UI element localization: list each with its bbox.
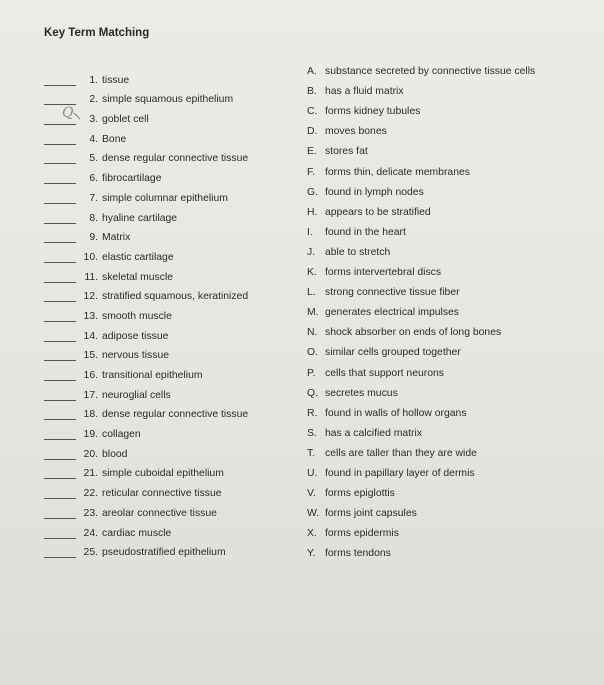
definition-letter: O. — [307, 347, 318, 359]
definition-letter: C. — [307, 106, 318, 118]
term-row — [44, 302, 284, 322]
definition-letter: Y. — [307, 548, 316, 560]
term-text: elastic cartilage — [102, 251, 174, 263]
terms-list — [44, 66, 284, 558]
term-number: 11. — [84, 271, 98, 283]
definition-row — [307, 539, 597, 559]
definition-letter: E. — [307, 146, 317, 158]
definition-letter: X. — [307, 528, 317, 540]
term-row — [44, 342, 284, 362]
definition-text: forms epiglottis — [325, 488, 395, 500]
definition-text: forms epidermis — [325, 528, 399, 540]
term-row — [44, 283, 284, 303]
term-number: 4. — [89, 133, 98, 145]
answer-blank[interactable] — [44, 527, 76, 539]
term-text: simple cuboidal epithelium — [102, 468, 224, 480]
term-row — [44, 440, 284, 460]
term-row — [44, 263, 284, 283]
definition-text: forms joint capsules — [325, 508, 417, 520]
term-number: 22. — [83, 488, 98, 500]
term-row — [44, 243, 284, 263]
definition-text: strong connective tissue fiber — [325, 287, 460, 299]
term-text: fibrocartilage — [102, 173, 162, 185]
answer-blank[interactable] — [44, 546, 76, 558]
term-text: simple columnar epithelium — [102, 192, 228, 204]
definition-row — [307, 157, 597, 177]
definition-text: moves bones — [325, 126, 387, 138]
definition-letter: D. — [307, 126, 318, 138]
term-text: reticular connective tissue — [102, 488, 222, 500]
definition-letter: Q. — [307, 387, 318, 399]
answer-blank[interactable] — [44, 369, 76, 381]
term-text: goblet cell — [102, 114, 149, 126]
term-row — [44, 401, 284, 421]
definition-text: found in papillary layer of dermis — [325, 467, 475, 479]
answer-blank[interactable] — [44, 271, 76, 283]
term-number: 19. — [83, 429, 98, 441]
answer-blank[interactable] — [44, 349, 76, 361]
term-number: 6. — [89, 173, 98, 185]
answer-blank[interactable] — [44, 74, 76, 86]
definition-text: forms thin, delicate membranes — [325, 166, 470, 178]
definition-row — [307, 298, 597, 318]
answer-blank[interactable] — [44, 133, 76, 145]
definition-text: forms tendons — [325, 548, 391, 560]
answer-blank[interactable] — [44, 448, 76, 460]
definition-letter: L. — [307, 287, 316, 299]
answer-blank[interactable] — [44, 231, 76, 243]
definition-row — [307, 358, 597, 378]
definition-text: similar cells grouped together — [325, 347, 461, 359]
answer-blank[interactable] — [44, 113, 76, 125]
term-number: 1. — [89, 74, 98, 86]
term-row — [44, 164, 284, 184]
term-number: 15. — [83, 350, 98, 362]
definition-text: found in lymph nodes — [325, 186, 424, 198]
definition-row — [307, 338, 597, 358]
definition-letter: G. — [307, 186, 318, 198]
term-number: 21. — [83, 468, 98, 480]
definition-letter: S. — [307, 427, 317, 439]
definition-text: able to stretch — [325, 246, 391, 258]
definition-letter: M. — [307, 307, 319, 319]
definition-letter: V. — [307, 488, 316, 500]
term-row — [44, 204, 284, 224]
term-row — [44, 499, 284, 519]
definition-text: substance secreted by connective tissue cells — [325, 66, 536, 78]
definition-row — [307, 258, 597, 278]
handwritten-answer-text: Q — [62, 105, 74, 121]
term-number: 12. — [83, 291, 98, 303]
term-row — [44, 105, 284, 125]
answer-blank[interactable] — [44, 212, 76, 224]
term-text: cardiac muscle — [102, 527, 172, 539]
term-row — [44, 145, 284, 165]
definition-row — [307, 278, 597, 298]
term-number: 9. — [89, 232, 98, 244]
definition-row — [307, 379, 597, 399]
definition-letter: R. — [307, 407, 318, 419]
definitions-list — [307, 57, 597, 559]
definition-letter: N. — [307, 327, 318, 339]
definition-letter: H. — [307, 206, 318, 218]
term-number: 17. — [83, 389, 98, 401]
definition-text: cells that support neurons — [325, 367, 444, 379]
definition-row — [307, 97, 597, 117]
definition-text: stores fat — [325, 146, 368, 158]
answer-blank[interactable] — [44, 172, 76, 184]
definition-text: found in the heart — [325, 226, 406, 238]
term-number: 3. — [89, 114, 98, 126]
term-row — [44, 361, 284, 381]
definition-text: forms intervertebral discs — [325, 267, 442, 279]
term-number: 8. — [89, 212, 98, 224]
definition-letter: J. — [307, 246, 316, 258]
answer-blank[interactable] — [44, 408, 76, 420]
term-text: pseudostratified epithelium — [102, 547, 226, 559]
answer-blank[interactable] — [44, 389, 76, 401]
definition-text: cells are taller than they are wide — [325, 447, 477, 459]
term-text: areolar connective tissue — [102, 507, 217, 519]
definition-row — [307, 459, 597, 479]
definition-row — [307, 178, 597, 198]
term-row — [44, 519, 284, 539]
term-text: Bone — [102, 133, 127, 145]
answer-blank[interactable] — [44, 330, 76, 342]
term-row — [44, 420, 284, 440]
definition-letter: F. — [307, 166, 316, 178]
term-text: blood — [102, 448, 128, 460]
term-text: simple squamous epithelium — [102, 94, 234, 106]
definition-text: shock absorber on ends of long bones — [325, 327, 502, 339]
term-text: transitional epithelium — [102, 370, 203, 381]
answer-blank[interactable] — [44, 487, 76, 499]
term-row — [44, 322, 284, 342]
answer-blank[interactable] — [44, 93, 76, 105]
answer-blank[interactable] — [44, 467, 76, 479]
term-text: skeletal muscle — [102, 271, 174, 283]
term-text: Matrix — [102, 232, 131, 244]
definition-row — [307, 439, 597, 459]
definition-letter: W. — [307, 508, 320, 520]
definition-text: has a calcified matrix — [325, 427, 423, 439]
definition-row — [307, 419, 597, 439]
term-row — [44, 539, 284, 559]
term-text: neuroglial cells — [102, 389, 171, 401]
term-number: 20. — [83, 448, 98, 460]
answer-blank[interactable] — [44, 192, 76, 204]
term-number: 18. — [83, 409, 98, 421]
term-text: tissue — [102, 74, 130, 86]
term-text: nervous tissue — [102, 350, 169, 362]
term-number: 25. — [83, 547, 98, 559]
definition-letter: I. — [307, 226, 313, 238]
definition-text: found in walls of hollow organs — [325, 407, 467, 419]
term-number: 2. — [89, 94, 98, 106]
term-text: stratified squamous, keratinized — [102, 291, 249, 303]
answer-blank[interactable] — [44, 290, 76, 302]
term-row — [44, 66, 284, 86]
term-number: 7. — [89, 192, 98, 204]
term-text: dense regular connective tissue — [102, 153, 249, 165]
answer-blank[interactable] — [44, 310, 76, 322]
definition-row — [307, 137, 597, 157]
term-text: smooth muscle — [102, 310, 172, 322]
definition-row — [307, 117, 597, 137]
definition-row — [307, 238, 597, 258]
definition-text: appears to be stratified — [325, 206, 431, 218]
definition-row — [307, 519, 597, 539]
definition-letter: U. — [307, 467, 318, 479]
term-number: 13. — [83, 310, 98, 322]
term-row — [44, 381, 284, 401]
definition-row — [307, 318, 597, 338]
page-title: Key Term Matching — [44, 27, 150, 39]
answer-blank[interactable] — [44, 507, 76, 519]
term-row — [44, 460, 284, 480]
definition-row — [307, 399, 597, 419]
term-row — [44, 125, 284, 145]
term-number: 5. — [89, 153, 98, 165]
definition-text: secretes mucus — [325, 387, 398, 399]
term-text: adipose tissue — [102, 330, 169, 342]
definition-letter: T. — [307, 447, 316, 459]
definition-letter: B. — [307, 86, 317, 98]
term-number: 23. — [83, 507, 98, 519]
answer-blank[interactable] — [44, 428, 76, 440]
term-text: dense regular connective tissue — [102, 409, 249, 421]
term-text: collagen — [102, 429, 141, 441]
definition-row — [307, 57, 597, 77]
term-row — [44, 86, 284, 106]
term-row — [44, 479, 284, 499]
term-row — [44, 184, 284, 204]
term-number: 16. — [83, 370, 98, 381]
answer-blank[interactable] — [44, 251, 76, 263]
definition-text: forms kidney tubules — [325, 106, 421, 118]
term-number: 14. — [83, 330, 98, 342]
definition-letter: P. — [307, 367, 316, 379]
term-row — [44, 224, 284, 244]
definition-row — [307, 77, 597, 97]
definition-row — [307, 479, 597, 499]
term-number: 24. — [83, 527, 98, 539]
term-number: 10. — [83, 251, 98, 263]
term-text: hyaline cartilage — [102, 212, 178, 224]
definition-row — [307, 198, 597, 218]
definition-letter: K. — [307, 267, 317, 279]
answer-blank[interactable] — [44, 152, 76, 164]
definition-row — [307, 499, 597, 519]
definition-letter: A. — [307, 66, 317, 78]
definition-text: has a fluid matrix — [325, 86, 404, 98]
definition-text: generates electrical impulses — [325, 307, 459, 319]
definition-row — [307, 218, 597, 238]
